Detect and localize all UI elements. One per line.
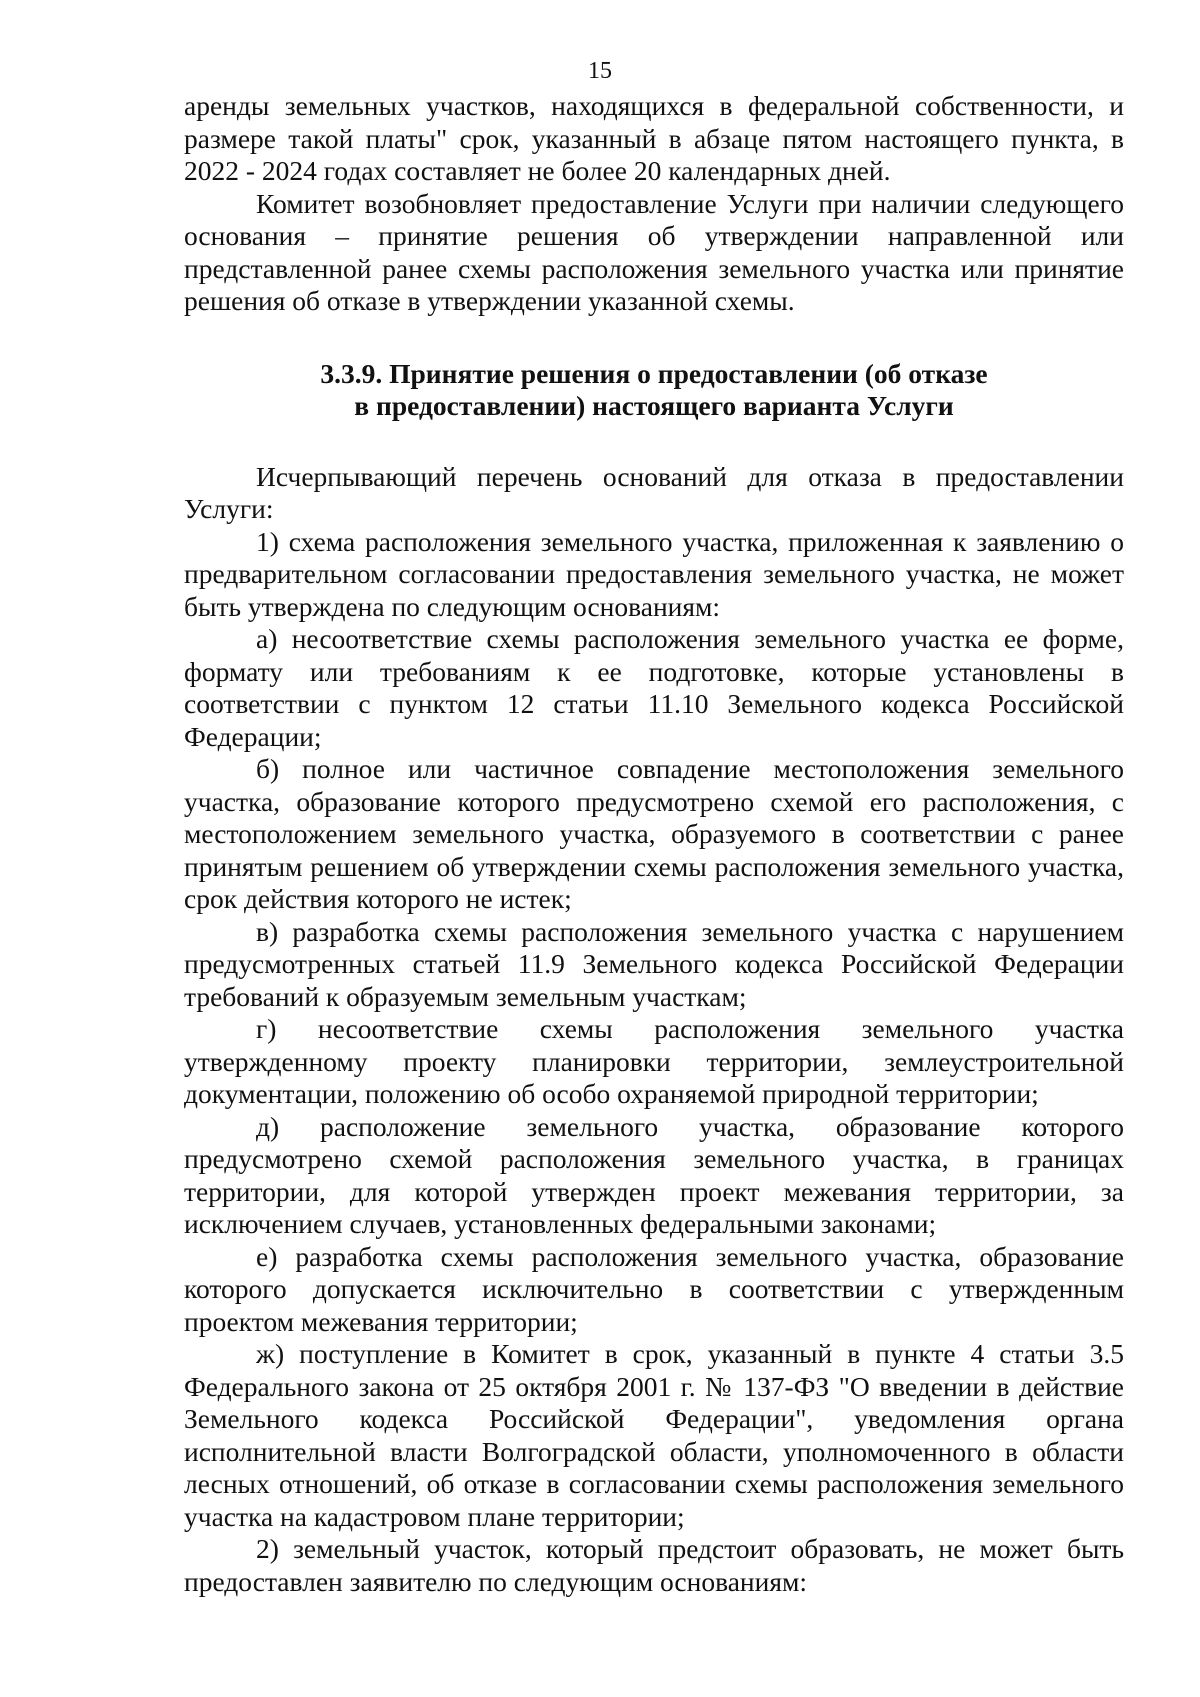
paragraph-top-2: Комитет возобновляет предоставление Услуги при наличии следующего основания – принятие решения об утверждении направленной или представленной ранее схемы расположения земельного участка или принятие решения об отказе в утверждении указанной схемы. [184, 187, 1124, 316]
paragraph-item-2: 2) земельный участок, который предстоит образовать, не может быть предоставлен заявителю по следующим основаниям: [184, 1533, 1124, 1597]
paragraph-item-1: 1) схема расположения земельного участка, приложенная к заявлению о предварительном согласовании предоставления земельного участка, не может быть утверждена по следующим основаниям: [184, 525, 1124, 622]
section-heading-line-1: 3.3.9. Принятие решения о предоставлении (об отказе [320, 357, 988, 389]
page-number: 15 [588, 58, 612, 84]
paragraph-item-g: г) несоответствие схемы расположения земельного участка утвержденному проекту планировки территории, землеустроительной документации, положению об особо охраняемой природной территории; [184, 1013, 1124, 1109]
paragraph-item-b: б) полное или частичное совпадение местоположения земельного участка, образование которого предусмотрено схемой его расположения, с местоположением земельного участка, образуемого в соответствии с ранее принятым решением об утверждении схемы расположения земельного участка, срок действия которого не истек; [184, 753, 1124, 914]
paragraph-item-d: д) расположение земельного участка, образование которого предусмотрено схемой расположения земельного участка, в границах территории, для которой утвержден проект межевания территории, за исключением случаев, установленных федеральными законами; [184, 1110, 1124, 1239]
document-body [184, 90, 1124, 1598]
section-heading [184, 358, 1124, 423]
paragraph-intro: Исчерпывающий перечень оснований для отказа в предоставлении Услуги: [184, 460, 1124, 524]
paragraph-item-a: а) несоответствие схемы расположения земельного участка ее форме, формату или требованиям к ее подготовке, которые установлены в соответствии с пунктом 12 статьи 11.10 Земельного кодекса Российской Федерации; [184, 623, 1124, 752]
paragraph-item-e: е) разработка схемы расположения земельного участка, образование которого допускается исключительно в соответствии с утвержденным проектом межевания территории; [184, 1240, 1124, 1337]
section-heading-line-2: в предоставлении) настоящего варианта Услуги [354, 390, 954, 421]
paragraph-item-v: в) разработка схемы расположения земельного участка с нарушением предусмотренных статьей 11.9 Земельного кодекса Российской Федерации требований к образуемым земельным участкам; [184, 915, 1124, 1012]
paragraph-item-zh: ж) поступление в Комитет в срок, указанный в пункте 4 статьи 3.5 Федерального закона от 25 октября 2001 г. № 137-ФЗ "О введении в действие Земельного кодекса Российской Федерации", уведомления органа исполнительной власти Волгоградской области, уполномоченного в области лесных отношений, об отказе в согласовании схемы расположения земельного участка на кадастровом плане территории; [184, 1338, 1124, 1532]
paragraph-top-1: аренды земельных участков, находящихся в федеральной собственности, и размере такой платы" срок, указанный в абзаце пятом настоящего пункта, в 2022 - 2024 годах составляет не более 20 календарных дней. [184, 90, 1124, 186]
